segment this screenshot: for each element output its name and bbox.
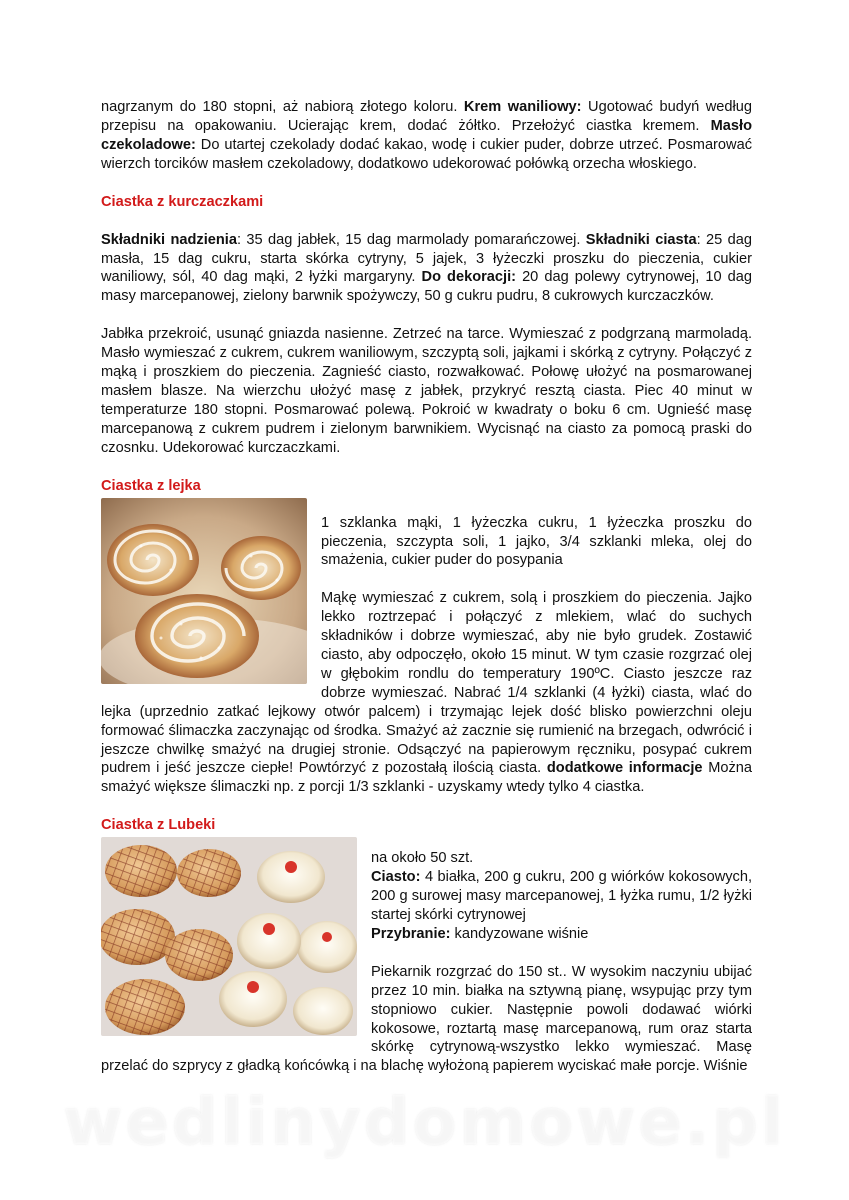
recipe1-method: Jabłka przekroić, usunąć gniazda nasienne. Zetrzeć na tarce. Wymieszać z podgrzaną marmoladą. Masło wymieszać z cukrem, cukrem waniliowym, szczyptą soli, jajkami i skórką z cytryny. Połączyć z mąką i proszkiem do pieczenia. Zagnieść ciasto, rozwałkować. Połowę ułożyć na posmarowanej masłem blasze. Na wierzchu ułożyć masę z jabłek, przykryć resztą ciasta. Piec 40 minut w temperaturze 180 stopni. Posmarować polewą. Pokroić w kwadraty o boku 6 cm. Ugnieść masę marcepanową z cukrem pudrem i zielonym barwnikiem. Wycisnąć na ciasto za pomocą praski do czosnku. Udekorować kurczaczkami.: [101, 326, 752, 456]
recipe2-additional-info-label: dodatkowe informacje: [546, 760, 703, 777]
recipe3-dough-text: 4 białka, 200 g cukru, 200 g wiórków kokosowych, 200 g surowej masy marcepanowej, 1 łyżka rumu, 1/2 łyżki startej skórki cytrynowej: [371, 869, 752, 923]
intro-bold-chocolate: Masło czekoladowe:: [101, 117, 752, 153]
recipe1-ing-label-dough: Składniki ciasta: [585, 231, 697, 248]
recipe1-ing-label-decoration: Do dekoracji:: [421, 269, 516, 286]
recipe3-yield: na około 50 szt.: [371, 850, 474, 867]
recipe3-garnish-text: kandyzowane wiśnie: [450, 925, 589, 942]
intro-paragraph: [101, 98, 752, 174]
funnel-cakes-photo: [101, 498, 307, 684]
recipe2-method-text-1: Mąkę wymieszać z cukrem, solą i proszkiem do pieczenia. Jajko lekko roztrzepać i połączyć z mlekiem, wlać do suchych składników i dobrze wymieszać, aby nie było grudek. Zostawić ciasto, aby odpoczęło, około 15 minut. W tym czasie rozgrzać olej w głębokim rondlu do temperatury 190ºC. Ciasto jeszcze raz dobrze wymieszać. Nabrać 1/4 szklanki (4 łyżki) ciasta, wlać do lejka (uprzednio zatkać lejkowy otwór palcem) i trzymając lejek dość blisko powierzchni oleju formować ślimaczka zaczynając od środka. Smażyć aż zacznie się rumienić na brzegach, odwrócić i jeszcze chwilkę smażyć na drugiej stronie. Odsączyć na papierowym ręczniku, posypać cukrem pudrem i jeść jeszcze ciepłe! Powtórzyć z pozostałą ilością ciasta.: [101, 590, 752, 777]
lubeck-cookies-photo: [101, 837, 357, 1036]
recipe1-ing-text-3: 20 dag polewy cytrynowej, 10 dag masy marcepanowej, zielony barwnik spożywczy, 50 g cukru pudru, 8 cukrowych kurczaczków.: [101, 269, 752, 305]
recipe1-ingredients: [101, 231, 752, 307]
recipe1-ing-label-filling: Składniki nadzienia: [101, 231, 237, 248]
recipe3-dough-label: Ciasto:: [371, 869, 421, 886]
intro-text-1: nagrzanym do 180 stopni, aż nabiorą złotego koloru.: [101, 99, 464, 115]
intro-bold-cream: Krem waniliowy:: [463, 99, 582, 115]
recipe2-method-text-2: Można smażyć większe ślimaczki np. z porcji 1/3 szklanki - uzyskamy wtedy tylko 4 ciastka.: [101, 760, 753, 796]
site-watermark: wedlinydomowe.pl: [63, 1086, 786, 1160]
intro-text-3: Do utartej czekolady dodać kakao, wodę i cukier puder, dobrze utrzeć. Posmarować wierzch torcików masłem czekoladowy, dodatkowo udekorować połówką orzecha włoskiego.: [101, 136, 752, 172]
recipe-title-lejka: Ciastka z lejka: [101, 477, 201, 494]
recipe-title-kurczaczki: Ciastka z kurczaczkami: [101, 193, 264, 210]
recipe-title-lubeki: Ciastka z Lubeki: [101, 817, 216, 834]
document-body: [101, 98, 752, 1076]
recipe3-garnish-label: Przybranie:: [371, 925, 451, 942]
recipe1-ing-text-1: : 35 dag jabłek, 15 dag marmolady pomarańczowej.: [236, 231, 586, 248]
intro-text-2: Ugotować budyń według przepisu na opakowaniu. Ucierając krem, dodać żółtko. Przełożyć ciastka kremem.: [101, 99, 752, 134]
recipe3-method: Piekarnik rozgrzać do 150 st.. W wysokim naczyniu ubijać przez 10 min. białka na sztywną pianę, wsypując przy tym stopniowo cukier. Następnie powoli dodawać wiórki kokosowe, roztartą masę marcepanową, rum oraz starta skórkę cytrynową-wszystko lekko wymieszać. Masę przelać do szprycy z gładką końcówką i na blachę wyłożoną papierem wyciskać małe porcje. Wiśnie: [101, 963, 752, 1075]
recipe2-ingredients: 1 szklanka mąki, 1 łyżeczka cukru, 1 łyżeczka proszku do pieczenia, szczypta soli, 1 jajko, 3/4 szklanki mleka, olej do smażenia, cukier puder do posypania: [321, 514, 752, 569]
recipe1-ing-text-2: : 25 dag masła, 15 dag cukru, starta skórka cytryny, 5 jajek, 3 łyżeczki proszku do pieczenia, cukier waniliowy, sól, 40 dag mąki, 2 łyżki margaryny.: [101, 231, 752, 286]
